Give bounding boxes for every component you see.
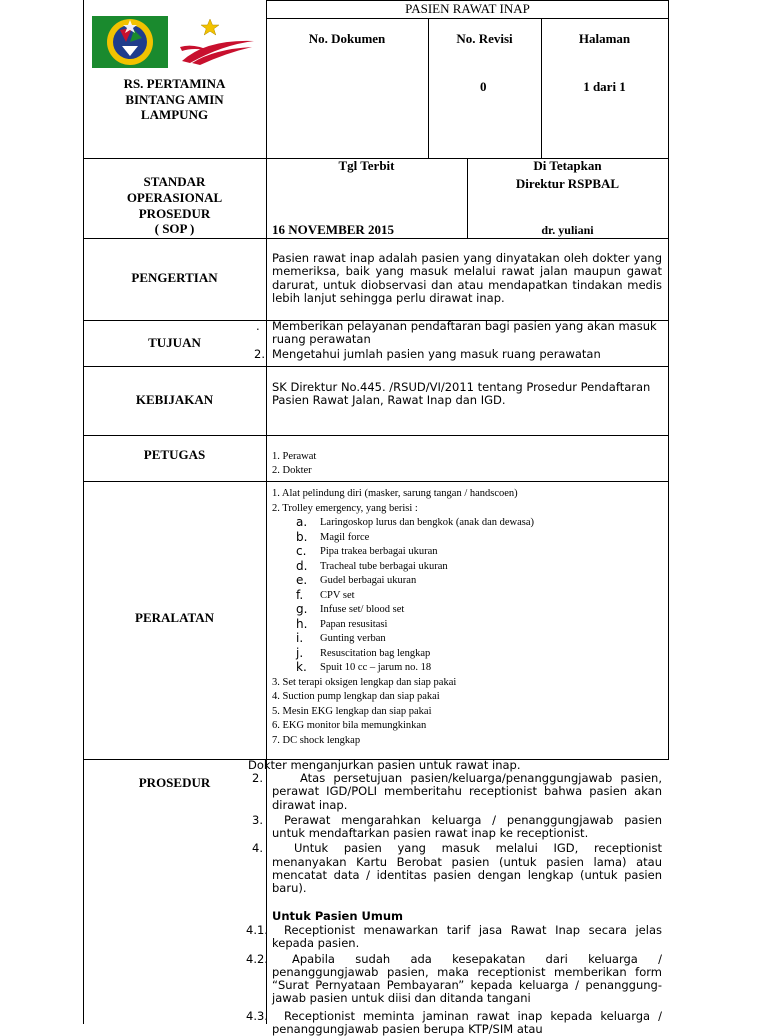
peralatan-item-5: 5. Mesin EKG lengkap dan siap pakai [272,705,432,717]
peralatan-item-4: 4. Suction pump lengkap dan siap pakai [272,691,440,702]
hospital-name [83,76,266,123]
doc-title: PASIEN RAWAT INAP [405,1,530,16]
trolley-item [272,661,662,676]
prosedur-step [240,772,662,812]
trolley-item [272,589,662,604]
prosedur-substep [240,924,662,951]
prosedur-step [240,814,662,841]
label-kebijakan: KEBIJAKAN [135,392,214,407]
trolley-item-text: Tracheal tube berbagai ukuran [320,560,448,572]
trolley-item-marker: a. [296,515,308,529]
trolley-item-text: Resuscitation bag lengkap [320,647,431,659]
prosedur-step-text: Perawat mengarahkan keluarga / penanggungjawab pasien untuk mendaftarkan pasien rawat inap ke receptionist. [272,812,662,841]
trolley-item [272,574,662,589]
trolley-item-text: Papan resusitasi [320,618,388,630]
tgl-terbit-label: Tgl Terbit [338,158,395,173]
trolley-item-text: Magil force [320,531,370,543]
peralatan-list [272,487,662,748]
trolley-item-marker: i. [296,631,304,645]
trolley-item-marker: k. [296,660,307,674]
tujuan-item-text: Memberikan pelayanan pendaftaran bagi pasien yang akan masuk ruang perawatan [272,319,657,347]
trolley-item [272,603,662,618]
prosedur-substep-text: Receptionist meminta jaminan rawat inap kepada keluarga / penanggungjawab pasien berupa KTP/SIM atau [272,1008,662,1036]
no-revisi-value: 0 [480,79,487,94]
trolley-item-marker: d. [296,558,308,573]
direktur-label: Direktur RSPBAL [515,176,620,191]
tujuan-item-marker: 2. [254,346,265,361]
table-border-left [83,0,84,1024]
sop-label-line-4: ( SOP ) [154,221,195,237]
trolley-sublist [272,516,662,676]
prosedur-substep [240,1010,662,1036]
col-header-no-dokumen: No. Dokumen [308,31,386,46]
trolley-item-text: Pipa trakea berbagai ukuran [320,546,438,557]
prosedur-step-1: Dokter menganjurkan pasien untuk rawat inap. [248,758,521,772]
prosedur-substep [240,953,662,1006]
label-peralatan: PERALATAN [135,610,214,625]
halaman-value: 1 dari 1 [583,79,626,94]
prosedur-substep-marker: 4.2. [246,951,268,966]
sop-label-line-2: OPERASIONAL [126,189,223,205]
trolley-item-text: Spuit 10 cc – jarum no. 18 [320,662,432,673]
tujuan-item [250,348,664,361]
kebijakan-text: SK Direktur No.445. /RSUD/VI/2011 tentang Prosedur Pendaftaran Pasien Rawat Jalan, Rawat Inap dan IGD. [272,380,651,408]
ditetapkan-label: Di Tetapkan [533,158,602,173]
peralatan-item-2: 2. Trolley emergency, yang berisi : [272,502,418,514]
petugas-item: 2. Dokter [272,464,312,476]
table-border-right [668,0,669,760]
tgl-terbit-value: 16 NOVEMBER 2015 [272,222,395,237]
label-petugas: PETUGAS [143,447,206,462]
prosedur-step-marker: 4. [252,841,263,856]
trolley-item-marker: f. [296,587,304,602]
trolley-item-marker: g. [296,602,308,616]
prosedur-step-marker: 3. [252,812,263,827]
hospital-name-line-3: LAMPUNG [140,107,209,122]
prosedur-step-text: Atas persetujuan pasien/keluarga/penanggungjawab pasien, perawat IGD/POLI memberitahu receptionist bahwa pasien akan dirawat inap. [272,771,662,812]
header-title-divider [266,18,669,19]
trolley-item-text: Gunting verban [320,633,386,644]
tujuan-list [250,320,664,361]
tujuan-item [250,320,664,347]
trolley-item [272,545,662,560]
row-divider-peralatan [83,481,669,482]
prosedur-steps [240,772,662,1036]
trolley-item-marker: j. [296,645,304,660]
sop-label-line-3: PROSEDUR [138,205,211,221]
trolley-item [272,516,662,531]
pertamina-star-logo [176,17,256,67]
row-divider-pengertian [83,238,669,239]
prosedur-substep-text: Apabila sudah ada kesepakatan dari keluarga / penanggungjawab pasien, maka receptionist memberikan form “Surat Pernyataan Pembayaran” kepada keluarga / penanggung-jawab pasien untuk diisi dan ditanda tangani [272,951,662,1006]
prosedur-substep-marker: 4.3. [246,1008,268,1023]
peralatan-item-3: 3. Set terapi oksigen lengkap dan siap pakai [272,676,457,688]
trolley-item [272,632,662,647]
trolley-item [272,647,662,662]
trolley-item-marker: b. [296,529,308,544]
tujuan-item-marker: . [256,319,260,333]
pengertian-text: Pasien rawat inap adalah pasien yang dinyatakan oleh dokter yang memeriksa, baik yang masuk melalui rawat jalan maupun gawat darurat, untuk diobservasi dan atau mendapatkan tindakan medis lebih lanjut sehingga perlu dirawat inap. [272,251,662,305]
prosedur-step-marker: 2. [252,771,263,785]
trolley-item-text: Infuse set/ blood set [320,604,405,615]
trolley-item-text: Laringoskop lurus dan bengkok (anak dan dewasa) [320,517,535,528]
sop-label-line-1: STANDAR [143,174,206,189]
prosedur-substep-marker: 4.1. [246,922,268,937]
prosedur-step-text: Untuk pasien yang masuk melalui IGD, receptionist menanyakan Kartu Berobat pasien (untuk pasien lama) atau mencatat data / identitas pasien dengan lengkap (untuk pasien baru). [272,841,662,896]
hospital-name-line-1: RS. PERTAMINA [123,76,226,91]
prosedur-step [240,842,662,895]
trolley-item-text: CPV set [320,589,355,601]
col-header-no-revisi: No. Revisi [456,31,513,46]
hospital-name-line-2: BINTANG AMIN [125,91,224,107]
tujuan-item-text: Mengetahui jumlah pasien yang masuk ruang perawatan [272,346,601,361]
col-header-halaman: Halaman [578,31,631,46]
trolley-item-marker: h. [296,616,308,631]
row-divider-kebijakan [83,366,669,367]
label-pengertian: PENGERTIAN [131,270,218,285]
pertamina-bina-medika-logo [92,16,168,68]
prosedur-substep-text: Receptionist menawarkan tarif jasa Rawat Inap secara jelas kepada pasien. [272,922,662,951]
sop-label [83,174,266,237]
trolley-item-text: Gudel berbagai ukuran [320,575,417,586]
prosedur-subheading: Untuk Pasien Umum [272,908,404,923]
trolley-item [272,618,662,633]
peralatan-item-1: 1. Alat pelindung diri (masker, sarung tangan / handscoen) [272,488,518,499]
peralatan-item-6: 6. EKG monitor bila memungkinkan [272,720,427,731]
row-divider-petugas [83,435,669,436]
label-tujuan: TUJUAN [148,335,201,350]
trolley-item [272,560,662,575]
peralatan-item-7: 7. DC shock lengkap [272,734,361,746]
petugas-item: 1. Perawat [272,451,317,462]
signatory-name: dr. yuliani [541,223,594,237]
petugas-list [272,450,652,477]
trolley-item [272,531,662,546]
label-prosedur: PROSEDUR [138,775,211,790]
trolley-item-marker: e. [296,573,308,587]
trolley-item-marker: c. [296,544,307,558]
